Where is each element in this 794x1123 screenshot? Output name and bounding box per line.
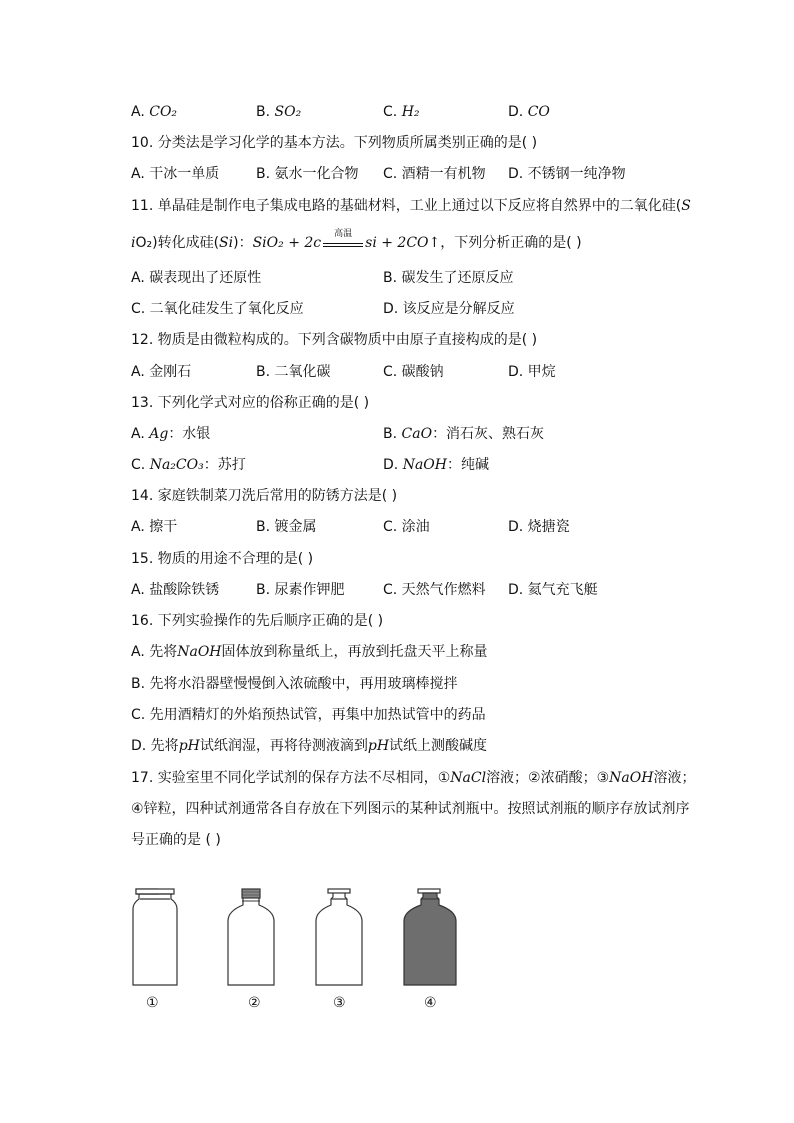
- q10-option-a[interactable]: A. 干冰一单质: [131, 166, 220, 182]
- formula: SO₂: [274, 104, 302, 120]
- q10-option-d[interactable]: D. 不锈钢一纯净物: [508, 166, 626, 182]
- q11-option-c[interactable]: C. 二氧化硅发生了氧化反应: [131, 301, 304, 317]
- q15-option-b[interactable]: B. 尿素作钾肥: [256, 582, 345, 598]
- q14-option-d[interactable]: D. 烧搪瓷: [508, 519, 570, 535]
- bottle-1-wide-mouth: [133, 889, 177, 985]
- bottle-3-narrow-clear: [316, 889, 362, 985]
- q15-stem: 15. 物质的用途不合理的是( ): [131, 551, 314, 567]
- q16-option-c[interactable]: C. 先用酒精灯的外焰预热试管，再集中加热试管中的药品: [131, 707, 486, 723]
- q14-stem: 14. 家庭铁制菜刀洗后常用的防锈方法是( ): [131, 488, 398, 504]
- q12-option-c[interactable]: C. 碳酸钠: [383, 364, 444, 380]
- q11-option-a[interactable]: A. 碳表现出了还原性: [131, 270, 262, 286]
- reaction-arrow: [321, 229, 365, 253]
- q10-option-c[interactable]: C. 酒精一有机物: [383, 166, 486, 182]
- bottle-label-3: ③: [333, 995, 346, 1011]
- q13-option-d[interactable]: D. NaOH：纯碱: [383, 457, 489, 473]
- equation-right: si + 2CO↑: [365, 235, 441, 251]
- q11-stem-line1: 11. 单晶硅是制作电子集成电路的基础材料，工业上通过以下反应将自然界中的二氧化硅(S: [131, 198, 691, 214]
- q11-option-b[interactable]: B. 碳发生了还原反应: [383, 270, 514, 286]
- q12-option-a[interactable]: A. 金刚石: [131, 364, 192, 380]
- q13-option-b[interactable]: B. CaO：消石灰、熟石灰: [383, 426, 545, 442]
- bottle-label-4: ④: [424, 995, 437, 1011]
- q13-option-c[interactable]: C. Na₂CO₃：苏打: [131, 457, 246, 473]
- reaction-condition: 高温: [334, 229, 353, 239]
- q15-option-d[interactable]: D. 氦气充飞艇: [508, 582, 598, 598]
- reagent-bottles-figure: [120, 885, 460, 990]
- bottle-label-2: ②: [248, 995, 261, 1011]
- equation-left: SiO₂ + 2c: [252, 235, 322, 251]
- q9-option-d[interactable]: D. CO: [508, 104, 550, 120]
- q14-option-c[interactable]: C. 涂油: [383, 519, 430, 535]
- q10-stem: 10. 分类法是学习化学的基本方法。下列物质所属类别正确的是( ): [131, 135, 538, 151]
- formula: CO₂: [149, 104, 178, 120]
- q12-option-b[interactable]: B. 二氧化碳: [256, 364, 331, 380]
- q17-stem-line2: ④锌粒，四种试剂通常各自存放在下列图示的某种试剂瓶中。按照试剂瓶的顺序存放试剂序: [131, 801, 690, 817]
- q16-option-a[interactable]: A. 先将NaOH固体放到称量纸上，再放到托盘天平上称量: [131, 644, 488, 660]
- q9-option-c[interactable]: C. H₂: [383, 104, 420, 120]
- bottle-2-narrow-hatched-stopper: [228, 889, 274, 985]
- q15-option-a[interactable]: A. 盐酸除铁锈: [131, 582, 220, 598]
- q9-option-b[interactable]: B. SO₂: [256, 104, 302, 120]
- q9-option-a[interactable]: A. CO₂: [131, 104, 178, 120]
- formula: H₂: [401, 104, 420, 120]
- q10-option-b[interactable]: B. 氨水一化合物: [256, 166, 359, 182]
- q17-stem-line3: 号正确的是 ( ): [131, 832, 221, 848]
- bottle-label-1: ①: [146, 995, 159, 1011]
- q12-option-d[interactable]: D. 甲烷: [508, 364, 556, 380]
- formula: CO: [527, 104, 550, 120]
- bottle-4-dark: [404, 889, 456, 985]
- q16-stem: 16. 下列实验操作的先后顺序正确的是( ): [131, 613, 384, 629]
- q16-option-d[interactable]: D. 先将pH试纸润湿，再将待测液滴到pH试纸上测酸碱度: [131, 738, 488, 754]
- q16-option-b[interactable]: B. 先将水沿器壁慢慢倒入浓硫酸中，再用玻璃棒搅拌: [131, 676, 458, 692]
- q14-option-a[interactable]: A. 擦干: [131, 519, 178, 535]
- q17-stem-line1: 17. 实验室里不同化学试剂的保存方法不尽相同，①NaCl溶液；②浓硝酸；③NaOH溶液；: [131, 770, 696, 786]
- q14-option-b[interactable]: B. 镀金属: [256, 519, 317, 535]
- q11-stem-line2: iO₂)转化成硅(Si)：SiO₂ + 2c 高温 si + 2CO↑，下列分析正确的是( ): [131, 229, 582, 251]
- q12-stem: 12. 物质是由微粒构成的。下列含碳物质中由原子直接构成的是( ): [131, 332, 538, 348]
- q13-stem: 13. 下列化学式对应的俗称正确的是( ): [131, 395, 370, 411]
- q11-option-d[interactable]: D. 该反应是分解反应: [383, 301, 515, 317]
- q15-option-c[interactable]: C. 天然气作燃料: [383, 582, 486, 598]
- q13-option-a[interactable]: A. Ag：水银: [131, 426, 211, 442]
